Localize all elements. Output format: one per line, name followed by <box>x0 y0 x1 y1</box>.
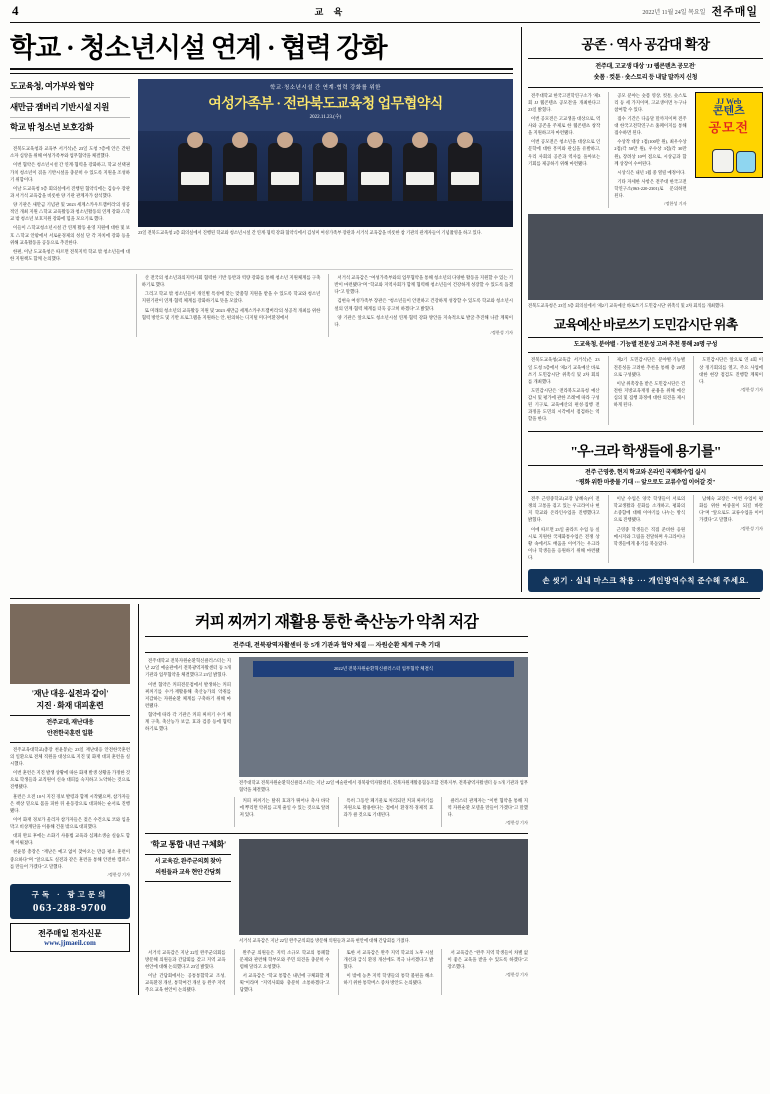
paper-name: 전주매일 <box>711 6 758 18</box>
center-column <box>138 604 528 995</box>
masthead-left <box>12 3 19 19</box>
center-mid-title: 커피 찌꺼기 재활용 통한 축산농가 악취 저감 <box>194 614 478 632</box>
center-mid-lower-spacer <box>145 797 226 827</box>
jj-ad-area <box>695 92 763 209</box>
center-mid-subhead-wrap <box>145 636 528 653</box>
center-mid-lower <box>145 797 528 827</box>
page-number: 4 <box>12 3 19 18</box>
top-block <box>10 27 763 592</box>
center-mid-subhead: 전주대, 전북광역자활센터 등 5개 기관과 협약 체결 ··· 자원순환 체계 구축 기대 <box>232 642 441 650</box>
lead-subheads <box>10 79 130 264</box>
right-mid-subhead-wrap <box>528 337 763 354</box>
banner-table <box>138 201 513 227</box>
banner-main-line: 여성가족부 · 전라북도교육청 업무협약식 <box>208 97 443 112</box>
right-top-body-col1: 전주대학교 한국고전학연구소가 '제3회 JJ 웹콘텐츠 공모전'을 개최한다고 23일 밝혔다. 이번 공모전은 고교생을 대상으로, 역사와 공존을 주제로 한 웹콘텐츠 창작을 지원하고자 마련됐다. 이번 공모전은 청소년을 대상으로 인문학에 대한 흥미와 관심을 유발하고, 우리 사회의 공존과 역사를 돌아보는 기회를 제공하기 위해 마련됐다. <box>528 92 601 166</box>
masthead-right <box>642 3 758 19</box>
jj-ad-line2: 콘텐츠 <box>712 104 745 117</box>
lead-photo-caption: 23일 전북도교육청 2층 회의실에서 진행된 학교와 청소년시설 간 연계·협력 강화 협약식에서 김성미 여성가족부 장관과 서거석 교육감을 비롯한 참 기관의 관계자들이 기념촬영을 하고 있다. <box>138 230 482 235</box>
lead-body-col3: 서거석 교육감은 "여성가족부와의 업무협약을 통해 청소년의 다양한 활동을 지원할 수 있는 기반이 마련됐다"며 "학교와 지역사회가 함께 협력해 청소년들이 건강하게 성장할 수 있도록 돕겠다"고 말했다. 김현숙 여성가족부 장관은 "청소년들이 안전하고 건강하게 성장할 수 있도록 학교와 청소년시설의 연계·협력 체계를 더욱 공고히 하겠다"고 밝혔다. 양 기관은 앞으로도 청소년시설 연계·협력 강화 방안을 지속적으로 발굴·추진해 나갈 계획이다. /정한성 기자 <box>328 274 513 337</box>
lead-story <box>10 27 513 592</box>
lead-subhead-2: 새만금 잼버리 기반시설 지원 <box>10 100 130 119</box>
enews-label: 전주매일 전자신문 <box>38 928 102 938</box>
enews-url: www.jjmaeil.com <box>44 938 96 947</box>
lead-lower-columns <box>10 269 513 337</box>
right-top-subhead-1: 전주대, 고교생 대상 'JJ 웹콘텐츠 공모전' <box>595 64 696 70</box>
right-mid-byline: /정한성 기자 <box>740 386 763 392</box>
subscribe-ad-phone: 063-288-9700 <box>32 901 108 914</box>
right-top-title: 공존 · 역사 공감대 확장 <box>581 37 710 52</box>
right-bottom-body-col1: 전주 근영중학교(교장 남혜숙)이 전쟁의 고통을 겪고 있는 우크라이나 현지 학교와 온라인수업을 진행했다고 밝혔다. 이에 따르면 23일 줄라트 수업 등 실시로 지원한 국제화통수업은 전쟁 상황 속에서도 배움을 이어가는 우크라이나 학생들을 응원하기 위해 마련됐다. <box>528 496 600 561</box>
left-small-subhead-1: 전주교대, 재난대응 <box>46 720 94 727</box>
left-small-subhead-2: 안전한국훈련 일환 <box>46 731 94 738</box>
person-2 <box>223 143 257 201</box>
right-bottom-subheads <box>528 465 763 493</box>
lead-subhead-1: 도교육청, 여가부와 협약 <box>10 79 130 98</box>
center-bottom-photo <box>239 839 528 935</box>
center-mid-body-col2: 커피 찌꺼기는 탈취 효과가 뛰어나 축사 바닥에 뿌리면 악취를 크게 줄일 수 있는 것으로 알려져 있다. <box>234 797 330 827</box>
left-small-title-1: '재난 대응·실전과 같이' <box>31 689 109 699</box>
banner-top-line: 학교·청소년시설 간 연계·협력 강화를 위한 <box>270 85 381 91</box>
right-top-body-col2: 공모 분야는 숏폼 영상, 컷툰, 숏스토리 등 세 가지이며, 고교생이면 누구나 참여할 수 있다. 접수 기간은 다음달 말까지이며 전주대 한국고전학연구소 홈페이지를 통해 접수하면 된다. 수상작 대상 1점(100만 원), 최우수상 2점(각 50만 원), 우수상 3점(각 30만 원), 장려상 10여 점으로, 시상금과 함께 상장이 수여된다. 시상식은 내년 1월 중 열릴 예정이다. 기타 자세한 사항은 전주대 한국고전학연구소(063-220-2301)로 문의하면 된다. /정한성 기자 <box>608 92 686 209</box>
left-small-photo <box>10 604 130 684</box>
person-4 <box>313 143 347 201</box>
center-bottom-body-col1: 서거석 교육감은 지난 22일 완주군의회를 방문해 의원들과 간담회를 갖고 지역 교육 현안에 대해 논의했다고 23일 밝혔다. 이날 간담회에서는 공통통합학교 조성, 교육환경 개선, 통학여건 개선 등 완주 지역 주요 교육 현안이 논의됐다. <box>145 949 226 993</box>
center-mid-byline: /정한성 기자 <box>505 820 528 826</box>
right-bottom-body-col2: 이날 수업은 양국 학생들이 서로의 학교생활과 문화를 소개하고, 평화의 소중함에 대해 이야기를 나누는 방식으로 진행됐다. 근영중 학생들은 직접 준비한 응원 메시지와 그림을 전달하며 우크라이나 학생들에게 용기를 북돋았다. <box>608 495 686 563</box>
right-bottom-subhead-1: 전주 근영중, 현지 학교와 온라인 국제화수업 실시 <box>584 469 707 476</box>
enews-ad[interactable] <box>10 923 130 952</box>
right-mid-body-col3: 도민감시단은 앞으로 연 4회 이상 정기회의를 열고, 주요 사업에 대한 현장 점검도 진행할 계획이다. /정한성 기자 <box>693 356 763 424</box>
center-mid-body-col4: 클러스터 관계자는 "이번 협약을 통해 지역 자원순환 모델을 만들어 가겠다"고 말했다. /정한성 기자 <box>441 797 528 827</box>
center-mid-body-col3: 특히 그동안 폐기물로 처리되던 커피 찌꺼기를 자원으로 활용한다는 점에서 환경적·경제적 효과가 클 것으로 기대된다. <box>338 797 434 827</box>
center-bottom-body-col4: 서 교육감은 "완주 지역 학생들이 차별 없이 좋은 교육을 받을 수 있도록 하겠다"고 강조했다. /정한성 기자 <box>441 949 528 996</box>
person-7 <box>448 143 482 201</box>
left-small-byline: /정한성 기자 <box>107 871 130 877</box>
center-bottom-photo-area <box>239 839 528 944</box>
person-5 <box>358 143 392 201</box>
right-top-byline: /정한성 기자 <box>664 201 687 207</box>
right-bottom-title: "우·크라 학생들에 용기를" <box>570 444 721 460</box>
center-bottom-body-row <box>145 949 528 996</box>
center-bottom-title-2: 서 교육감, 완주군의회 찾아 <box>154 859 222 866</box>
right-column <box>521 27 763 592</box>
subscribe-ad-label: 구독 · 광고문의 <box>31 889 109 899</box>
jj-ad-mascot <box>698 139 760 173</box>
center-mid-row <box>145 657 528 793</box>
left-small-story <box>10 604 130 995</box>
headline-rule <box>10 68 513 74</box>
lead-photo-area <box>138 79 513 264</box>
right-top-subheads <box>528 58 763 88</box>
right-bottom-body-row <box>528 495 763 563</box>
publication-date: 2022년 11월 24일 목요일 <box>642 9 706 16</box>
left-small-subheads <box>10 715 130 743</box>
center-bottom-heads <box>145 839 231 944</box>
center-bottom-body-col2: 완주군 의원들은 지역 소규모 학교의 통폐합 문제와 관련해 학부모와 주민 의견을 충분히 수렴해 달라고 요청했다. 서 교육감은 "학교 통합은 내년에 구체화할 계획"이라며 "지역사회와 충분히 소통하겠다"고 답했다. <box>234 949 330 996</box>
center-bottom-subheads <box>145 854 231 882</box>
center-bottom-body-col3: 또한 서 교육감은 완주 지역 학교의 노후 시설 개선과 급식 환경 개선에도 적극 나서겠다고 밝혔다. 이 밖에 농촌 지역 학생들의 통학 불편을 해소하기 위한 통학버스 증차 방안도 논의됐다. <box>338 949 434 996</box>
lead-byline: /정한성 기자 <box>490 329 513 335</box>
center-bottom-caption: 서거석 교육감은 지난 22일 완주군의회를 방문해 의원들과 교육 현안에 대해 간담회를 가졌다. <box>239 938 410 944</box>
jj-ad-line3: 공모전 <box>708 120 750 136</box>
person-3 <box>268 143 302 201</box>
right-mid-body-col2: 제2기 도민감시단은 분야별·기능별 전문성을 고려한 추천을 통해 총 20명으로 구성됐다. 이날 위촉장을 받은 도민감시단은 건전한 지방교육재정 운용을 위해 예산 심의 및 집행 과정에 대한 의견을 제시하게 된다. <box>608 356 686 424</box>
person-1 <box>178 143 212 201</box>
subscribe-ad[interactable] <box>10 884 130 919</box>
right-mid-title: 교육예산 바로쓰기 도민감시단 위촉 <box>553 316 738 332</box>
middle-block <box>10 598 760 995</box>
center-mid-caption: 전주대학교 전북자원순환혁신클러스터는 지난 22일 예술관에서 경북광역자활센터, 전북자원재활용협동조합 전북지부, 전북광역자활센터 등 5개 기관과 업무협약을 체결했다. <box>239 780 528 792</box>
center-mid-body-col1: 전주대학교 전북자원순환혁신클러스터는 지난 22일 예술관에서 전북광역자활센터 등 5개 기관과 업무협약을 체결했다고 23일 밝혔다. 이번 협약은 커피전문점에서 발생하는 커피 찌꺼기를 수거·재활용해 축산농가의 악취를 저감하는 자원순환 체계를 구축하기 위해 마련됐다. 협약에 따라 각 기관은 커피 찌꺼기 수거 체계 구축, 축산농가 보급, 효과 검증 등에 협력하기로 했다. <box>145 658 231 732</box>
lead-body-col1: 전북도교육청과 교육부 서거석)은 23일 도청 7층에 안은 간편소자 심앙을 위해 여성가족부와 업무협약을 체결했다. 이번 협약은 청소년시설 간 연계·협력을 강화하고, 학교 선택권 가치 청소년이 겪을 기반시설을 충분히 수 있도록 지원을 조성하기 위함이다. 이날 도교육청 5층 회의실에서 진행된 협약식에는 김승수 장관과 서거석 교육감을 비롯한 양 기관 관계자가 참석했다. 양 기관은 새만금 기념관 및 '2023 세계스카우트잼버리'의 성공적인 개최 지원 △학교 교육활동과 청소년활동의 연계 강화 △학교 밖 청소년 보호지원 강화에 힘을 모으기로 했다. 이들이 △학교청소년시설 간 연계 활동 운영 지원에 대한 및 보호 △학교 안팎에서 서로운경제의 성실 단 각 자치에 강화 등을 위해 교육활동을 공동으로 추진한다. 한편, 이날 도교육청은 따르면 전북지역 학교 밖 청소년들에 대한 지원책도 함께 논의했다. <box>10 146 130 261</box>
lead-lower-spacer <box>10 274 128 337</box>
center-bottom-story <box>145 833 528 944</box>
lead-headline: 학교 · 청소년시설 연계 · 협력 강화 <box>10 33 387 63</box>
center-bottom-title-3: 의원들과 교육 현안 간담회 <box>155 870 221 877</box>
right-top-subhead-2: 숏폼 · 컷툰 · 숏스토리 등 내달 말까지 신청 <box>593 74 698 81</box>
section-title: 교 육 <box>314 6 347 17</box>
right-mid-body-row <box>528 356 763 424</box>
center-mid-photo: 2022년 전북자원순환혁신클러스터 업무협약 체결식 <box>239 657 528 777</box>
lead-top-row <box>10 79 513 264</box>
health-notice-strip: 손 씻기 · 실내 마스크 착용 ··· 개인방역수칙 준수해 주세요. <box>528 569 763 592</box>
center-bottom-byline: /정한성 기자 <box>505 972 528 978</box>
banner-date-line: 2022.11.23.(수) <box>309 115 342 120</box>
masthead <box>10 0 760 23</box>
right-bottom-story <box>528 431 763 593</box>
lead-body-col2: 산 전국의 청소년과의지역사회 협력한 기반 동반과 역량 강화를 통해 청소년 지원체계를 구축하기로 했다. 그리고 학교 밖 청소년들이 개인별 특성에 맞는 맞춤형 지원을 받을 수 있도록 학교와 청소년 지원기관이 연계·협력 체계를 강화하기로 뜻을 모았다. 또 미래의 청소년의 교육활동 지원 및 '2023 새만금 세계스카우트잼버리'의 성공적 개최를 위한 협력 방안도 및 기반 프로그램을 지원하는 안, 편의하는 디지털 미디어환경에서 <box>136 274 321 337</box>
right-mid-body-col1: 전북도교육청(교육감 서거석)은 23일 도청 5층에서 '제2기 교육예산 바로쓰기 도민감시단' 위촉식 및 2차 회의를 개최했다. 도민감시단은 '전라북도교육청 예산 감시 및 평가에 관한 조례'에 따라 구성된 기구로, 교육예산의 편성·집행 전 과정을 도민의 시각에서 점검하는 역할을 한다. <box>528 357 600 422</box>
right-bottom-subhead-2: "평화 위한 마중물 기대 ··· 앞으로도 교류수업 이어갈 것" <box>575 480 716 487</box>
right-top-body-row <box>528 92 763 209</box>
jj-web-ad[interactable] <box>695 92 763 179</box>
person-6 <box>403 143 437 201</box>
lead-subhead-3: 학교 밖 청소년 보호강화 <box>10 120 130 139</box>
right-mid-subhead: 도교육청, 분야별 · 기능별 전문성 고려 추천 통해 20명 구성 <box>573 341 718 348</box>
right-bottom-body-col3: 남혜숙 교장은 "이번 수업이 평화를 위한 마중물이 되길 바란다"며 "앞으로도 교류수업을 이어가겠다"고 말했다. /정한성 기자 <box>693 495 763 563</box>
right-bottom-byline: /정한성 기자 <box>740 525 763 531</box>
lead-photo <box>138 79 513 227</box>
right-mid-story <box>528 214 763 424</box>
left-small-body: 전주교육대학교(총장 천윤봉)는 23일 재난대응 안전한국훈련의 일환으로 전체 직원을 대상으로 지진 및 화재 대피 훈련을 실시했다. 이번 훈련은 지진 발생 상황에 따른 화재 발생 상황을 가정한 것으로 학생들과 교직원이 신속 대피를 숙지하고 노약하는 것으로 진행됐다. 훈련은 오전 10시 지진 경보 발령과 함께 시작됐으며, 참가자들은 책상 밑으로 몸을 피한 뒤 운동장으로 대피하는 순서로 진행됐다. 이어 화재 경보가 울리자 참가자들은 젖은 수건으로 코와 입을 막고 비상계단을 이용해 건물 밖으로 대피했다. 대피 완료 후에는 소화기 사용법 교육과 심폐소생술 실습도 함께 이뤄졌다. 천윤봉 총장은 "재난은 예고 없이 찾아오는 만큼 평소 훈련이 중요하다"며 "앞으로도 실전과 같은 훈련을 통해 안전한 캠퍼스를 만들어 가겠다"고 말했다. /정한성 기자 <box>10 746 131 877</box>
left-small-title-2: 지진 · 화재 대피훈련 <box>36 701 104 711</box>
right-mid-photo <box>528 214 763 300</box>
center-mid-photo-area <box>239 657 528 793</box>
jj-ad-line1: JJ Web <box>716 96 742 106</box>
center-bottom-title-1: '학교 통합 내년 구체화' <box>150 840 226 850</box>
right-mid-caption: 전북도교육청은 23일 5층 회의실에서 '제2기 교육예산 바로쓰기 도민감시단' 위촉식 및 2차 회의를 개최했다. <box>528 303 725 309</box>
